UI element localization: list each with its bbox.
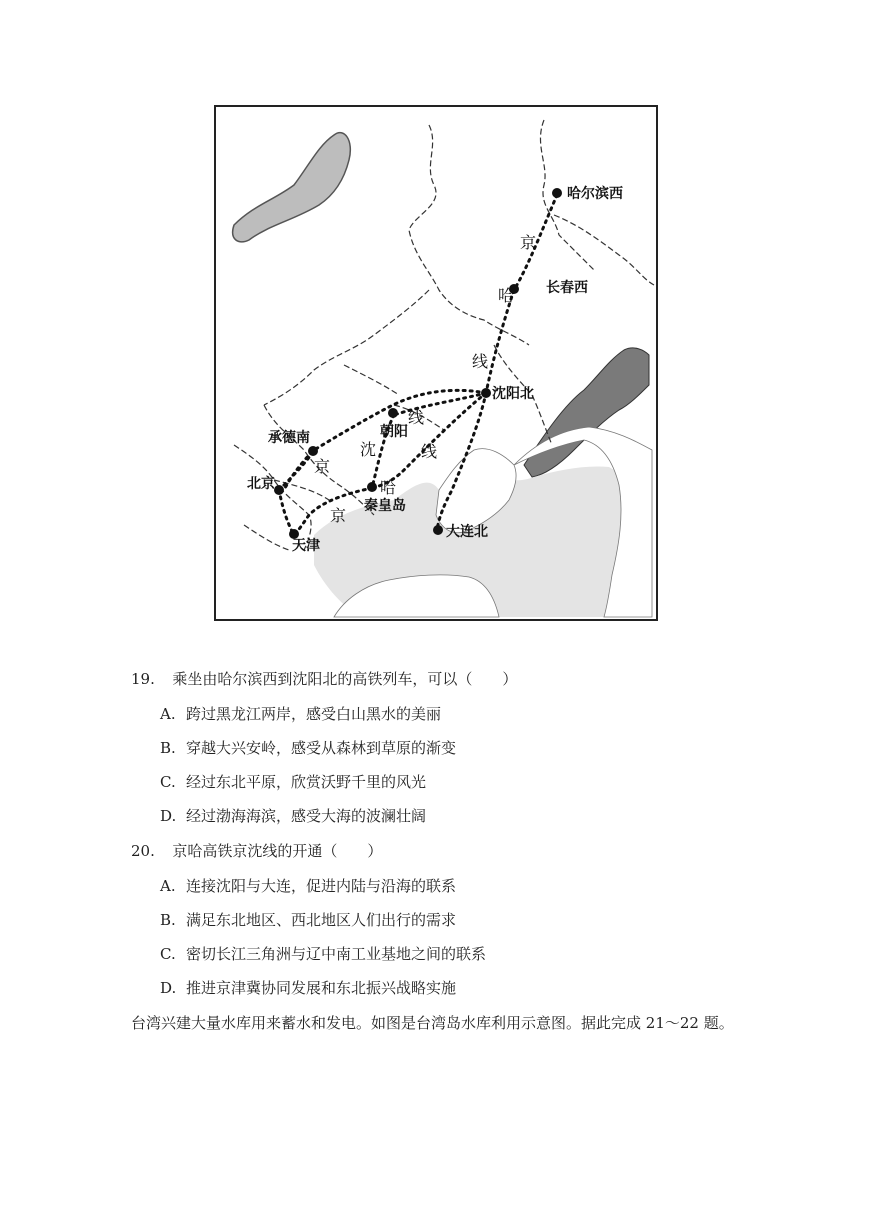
city-dot-qinhuangdao — [367, 482, 377, 492]
city-label-chengde-nan: 承德南 — [268, 430, 310, 446]
question-20-number: 20. — [131, 842, 155, 860]
option-letter: D. — [160, 807, 177, 825]
option-letter: B. — [160, 911, 176, 929]
line-label-jingshen-3: 线 — [408, 408, 425, 427]
city-dot-chaoyang — [388, 408, 398, 418]
question-19 — [131, 668, 517, 689]
option-letter: C. — [160, 773, 176, 791]
line-label-jingshen-2: 沈 — [360, 440, 377, 459]
city-label-beijing: 北京 — [247, 476, 275, 492]
option-text: 连接沈阳与大连，促进内陆与沿海的联系 — [186, 877, 457, 895]
question-20-option-c[interactable] — [160, 943, 486, 964]
question-19-number: 19. — [131, 670, 155, 688]
option-text: 经过东北平原，欣赏沃野千里的风光 — [186, 773, 427, 791]
question-19-option-a[interactable] — [160, 703, 441, 724]
question-20-text: 京哈高铁京沈线的开通（ ） — [172, 842, 383, 860]
line-label-jingha-3: 线 — [472, 352, 489, 371]
option-text: 推进京津冀协同发展和东北振兴战略实施 — [186, 979, 457, 997]
option-text: 密切长江三角洲与辽中南工业基地之间的联系 — [186, 945, 487, 963]
option-letter: C. — [160, 945, 176, 963]
city-dot-dalian-bei — [433, 525, 443, 535]
question-20-option-a[interactable] — [160, 875, 456, 896]
option-text: 经过渤海海滨，感受大海的波澜壮阔 — [186, 807, 427, 825]
question-20 — [131, 840, 382, 861]
question-19-option-d[interactable] — [160, 805, 426, 826]
question-19-text: 乘坐由哈尔滨西到沈阳北的高铁列车，可以（ ） — [172, 670, 518, 688]
option-text: 穿越大兴安岭，感受从森林到草原的渐变 — [186, 739, 457, 757]
question-19-option-c[interactable] — [160, 771, 426, 792]
city-label-shenyang-bei: 沈阳北 — [492, 386, 534, 402]
line-label-jingha-b-1: 京 — [330, 506, 347, 525]
city-label-changchun-xi: 长春西 — [546, 280, 588, 296]
railway-map — [214, 105, 658, 621]
city-dot-chengde-nan — [308, 446, 318, 456]
city-label-dalian-bei: 大连北 — [446, 524, 488, 540]
question-19-option-b[interactable] — [160, 737, 456, 758]
line-label-jingha-b-2: 哈 — [380, 478, 397, 497]
line-label-jingha-2: 哈 — [498, 286, 515, 305]
line-label-jingha-1: 京 — [520, 233, 537, 252]
option-letter: A. — [160, 705, 176, 723]
city-label-tianjin: 天津 — [292, 538, 320, 554]
option-letter: A. — [160, 877, 176, 895]
city-dot-shenyang-bei — [481, 388, 491, 398]
option-letter: D. — [160, 979, 177, 997]
option-letter: B. — [160, 739, 176, 757]
city-dot-harbin-xi — [552, 188, 562, 198]
question-20-option-b[interactable] — [160, 909, 456, 930]
city-dot-beijing — [274, 485, 284, 495]
question-20-option-d[interactable] — [160, 977, 456, 998]
city-label-harbin-xi: 哈尔滨西 — [567, 186, 623, 202]
option-text: 跨过黑龙江两岸，感受白山黑水的美丽 — [186, 705, 442, 723]
next-questions-intro: 台湾兴建大量水库用来蓄水和发电。如图是台湾岛水库利用示意图。据此完成 21～22 题。 — [131, 1014, 734, 1032]
line-label-jingha-b-3: 线 — [421, 442, 438, 461]
city-label-chaoyang: 朝阳 — [380, 424, 408, 440]
city-label-qinhuangdao: 秦皇岛 — [364, 498, 406, 514]
option-text: 满足东北地区、西北地区人们出行的需求 — [186, 911, 457, 929]
line-label-jingshen-1: 京 — [314, 457, 331, 476]
